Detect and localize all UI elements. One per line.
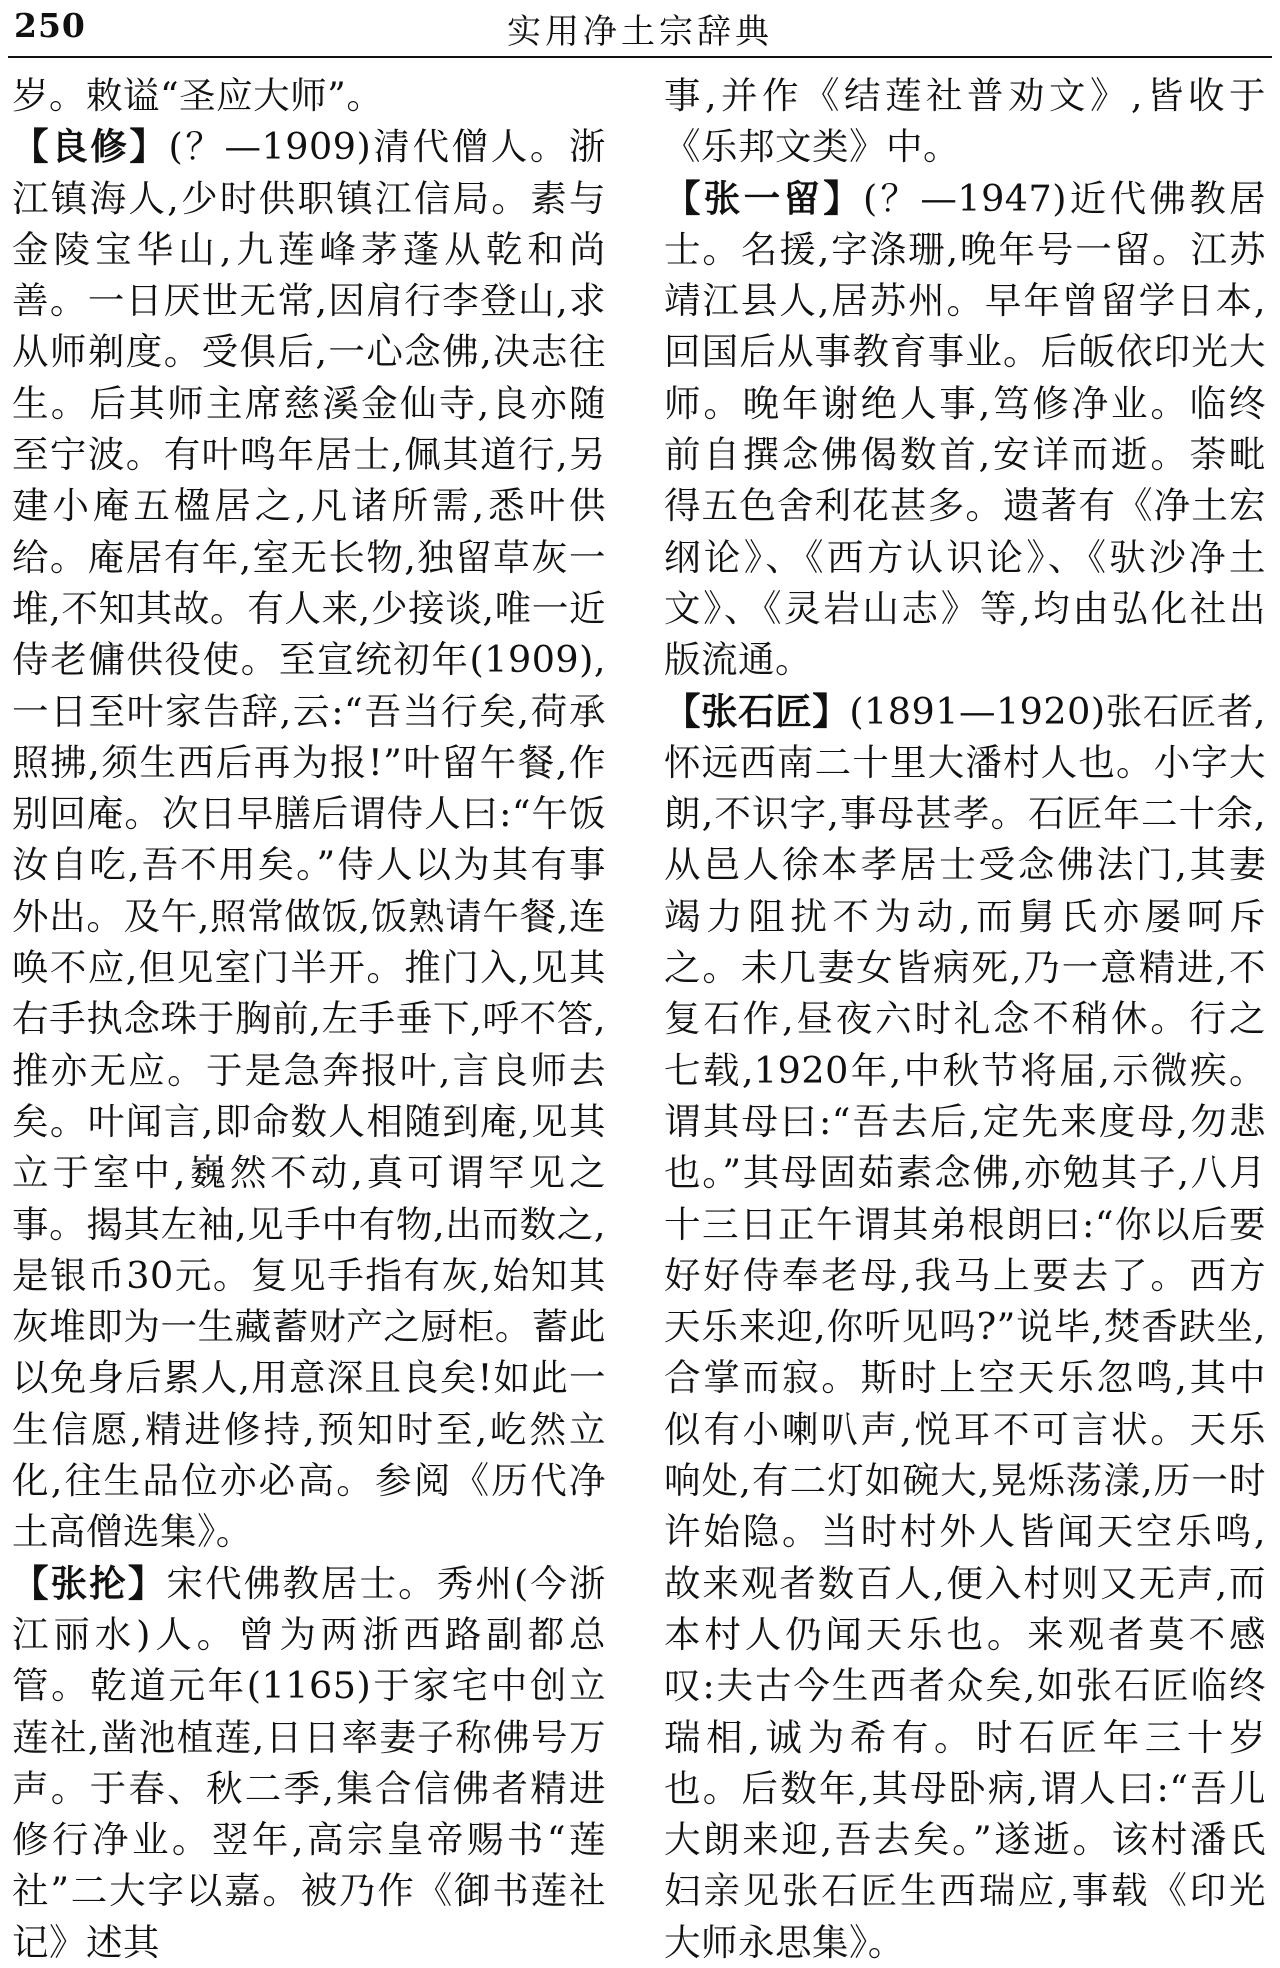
book-title: 实用净土宗辞典	[507, 12, 773, 52]
entry-headword: 【张一留】	[664, 176, 864, 220]
dictionary-entry	[664, 686, 1266, 1968]
continuation-text: 岁。敕谥“圣应大师”。	[12, 74, 384, 117]
dictionary-entry	[664, 173, 1266, 686]
header-rule	[8, 56, 1272, 58]
entry-headword: 【良修】	[12, 125, 169, 169]
dictionary-entry	[12, 1558, 606, 1968]
entry-body: 宋代佛教居士。秀州(今浙江丽水)人。曾为两浙西路副都总管。乾道元年(1165)于家宅中创立莲社,凿池植莲,日日率妻子称佛号万声。于春、秋二季,集合信佛者精进修行净业。翌年,高宗皇帝赐书“莲社”二大字以嘉。被乃作《御书莲社记》述其	[12, 1561, 606, 1964]
entry-headword: 【张抡】	[12, 1561, 167, 1605]
entry-body: (？—1947)近代佛教居士。名援,字涤珊,晚年号一留。江苏靖江县人,居苏州。早年曾留学日本,回国后从事教育事业。后皈依印光大师。晚年谢绝人事,笃修净业。临终前自撰念佛偈数首,安详而逝。荼毗得五色舍利花甚多。遗著有《净土宏纲论》、《西方认识论》、《驮沙净土文》、《灵岩山志》等,均由弘化社出版流通。	[664, 176, 1266, 682]
entry-headword: 【张石匠】	[664, 689, 850, 733]
entry-body: (1891—1920)张石匠者,怀远西南二十里大潘村人也。小字大朗,不识字,事母甚孝。石匠年二十余,从邑人徐本孝居士受念佛法门,其妻竭力阻扰不为动,而舅氏亦屡呵斥之。未几妻女皆病死,乃一意精进,不复石作,昼夜六时礼念不稍休。行之七载,1920年,中秋节将届,示微疾。谓其母曰:“吾去后,定先来度母,勿悲也。”其母固茹素念佛,亦勉其子,八月十三日正午谓其弟根朗曰:“你以后要好好侍奉老母,我马上要去了。西方天乐来迎,你听见吗?”说毕,焚香趺坐,合掌而寂。斯时上空天乐忽鸣,其中似有小喇叭声,悦耳不可言状。天乐响处,有二灯如碗大,晃烁荡漾,历一时许始隐。当时村外人皆闻天空乐鸣,故来观者数百人,便入村则又无声,而本村人仍闻天乐也。来观者莫不感叹:夫古今生西者众矣,如张石匠临终瑞相,诚为希有。时石匠年三十岁也。后数年,其母卧病,谓人曰:“吾儿大朗来迎,吾去矣。”遂逝。该村潘氏妇亲见张石匠生西瑞应,事载《印光大师永思集》。	[664, 689, 1266, 1964]
page-number: 250	[14, 6, 86, 45]
entry-body: (？—1909)清代僧人。浙江镇海人,少时供职镇江信局。素与金陵宝华山,九莲峰茅蓬从乾和尚善。一日厌世无常,因肩行李登山,求从师剃度。受俱后,一心念佛,决志往生。后其师主席慈溪金仙寺,良亦随至宁波。有叶鸣年居士,佩其道行,另建小庵五楹居之,凡诸所需,悉叶供给。庵居有年,室无长物,独留草灰一堆,不知其故。有人来,少接谈,唯一近侍老傭供役使。至宣统初年(1909),一日至叶家告辞,云:“吾当行矣,荷承照拂,须生西后再为报!”叶留午餐,作别回庵。次日早膳后谓侍人曰:“午饭汝自吃,吾不用矣。”侍人以为其有事外出。及午,照常做饭,饭熟请午餐,连唤不应,但见室门半开。推门入,见其右手执念珠于胸前,左手垂下,呼不答,推亦无应。于是急奔报叶,言良师去矣。叶闻言,即命数人相随到庵,见其立于室中,巍然不动,真可谓罕见之事。揭其左袖,见手中有物,出而数之,是银币30元。复见手指有灰,始知其灰堆即为一生藏蓄财产之厨柜。蓄此以免身后累人,用意深且良矣!如此一生信愿,精进修持,预知时至,屹然立化,往生品位亦必高。参阅《历代净土高僧选集》。	[12, 125, 606, 1554]
left-column	[12, 70, 606, 1968]
dictionary-entry	[12, 121, 606, 1557]
right-column	[664, 70, 1266, 1968]
page-header	[0, 0, 1280, 62]
continuation-text: 事,并作《结莲社普劝文》,皆收于《乐邦文类》中。	[664, 74, 1266, 169]
